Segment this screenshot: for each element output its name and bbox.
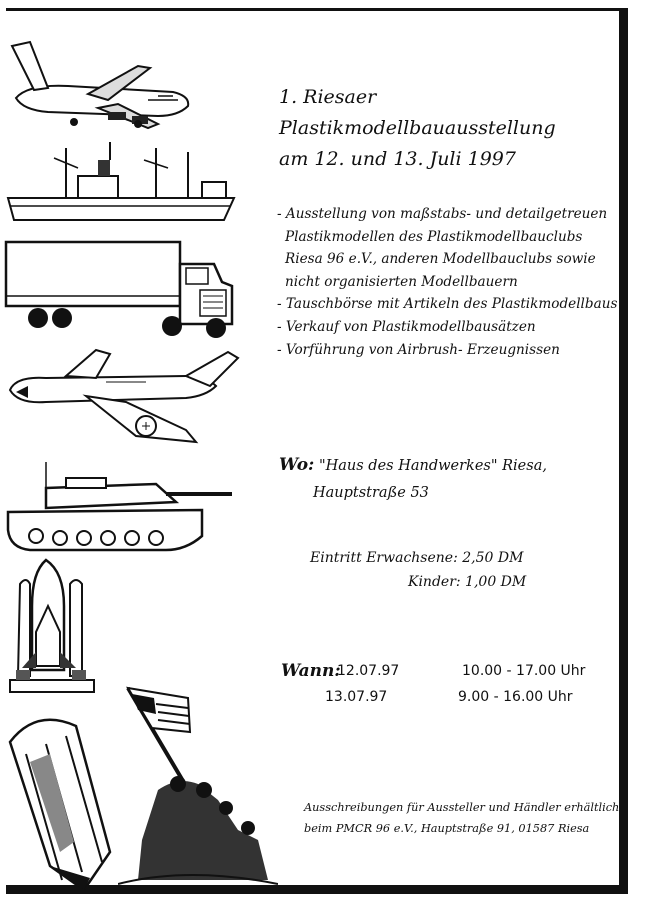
battle-tank-icon bbox=[6, 458, 238, 552]
admission-children: Kinder: 1,00 DM bbox=[408, 574, 527, 590]
program-item: Riesa 96 e.V., anderen Modellbauclubs sowie bbox=[285, 251, 596, 268]
footer-note bbox=[304, 797, 619, 839]
program-item: - Verkauf von Plastikmodellbausätzen bbox=[277, 318, 536, 335]
program-item: - Vorführung von Airbrush- Erzeugnissen bbox=[277, 341, 560, 358]
schedule-time: 10.00 - 17.00 Uhr bbox=[462, 663, 586, 679]
title-line-2: am 12. und 13. Juli 1997 bbox=[279, 148, 516, 170]
program-item: Plastikmodellen des Plastikmodellbauclubs bbox=[285, 228, 583, 245]
schedule-date: 13.07.97 bbox=[325, 689, 388, 705]
pencil-icon bbox=[6, 702, 116, 892]
schedule-time: 9.00 - 16.00 Uhr bbox=[458, 689, 573, 705]
title-line-1: 1. Riesaer Plastikmodellbauausstellung bbox=[279, 86, 556, 139]
space-shuttle-icon bbox=[6, 556, 98, 696]
flag-raising-icon bbox=[118, 680, 278, 886]
admission-block bbox=[310, 546, 526, 594]
location-label: Wo: bbox=[279, 455, 315, 475]
fighter-plane-icon bbox=[6, 346, 246, 446]
program-item: - Tauschbörse mit Artikeln des Plastikmodellbaus bbox=[277, 296, 618, 313]
location-block bbox=[279, 452, 547, 507]
admission-adults: Eintritt Erwachsene: 2,50 DM bbox=[310, 550, 524, 566]
schedule-label: Wann: bbox=[281, 661, 341, 681]
transport-aircraft-icon bbox=[8, 36, 198, 131]
schedule-date: 12.07.97 bbox=[337, 663, 400, 679]
cargo-ship-icon bbox=[6, 138, 238, 226]
footer-line-2: beim PMCR 96 e.V., Hauptstraße 91, 01587 Riesa bbox=[304, 822, 590, 835]
location-street: Hauptstraße 53 bbox=[313, 485, 429, 501]
footer-line-1: Ausschreibungen für Aussteller und Händler erhältlich bbox=[304, 801, 620, 814]
location-venue: "Haus des Handwerkes" Riesa, bbox=[318, 458, 547, 474]
exhibition-title bbox=[279, 82, 650, 175]
semi-truck-icon bbox=[4, 238, 236, 342]
program-item: nicht organisierten Modellbauern bbox=[285, 273, 518, 290]
program-list bbox=[277, 203, 617, 361]
program-item: - Ausstellung von maßstabs- und detailgetreuen bbox=[277, 206, 608, 222]
